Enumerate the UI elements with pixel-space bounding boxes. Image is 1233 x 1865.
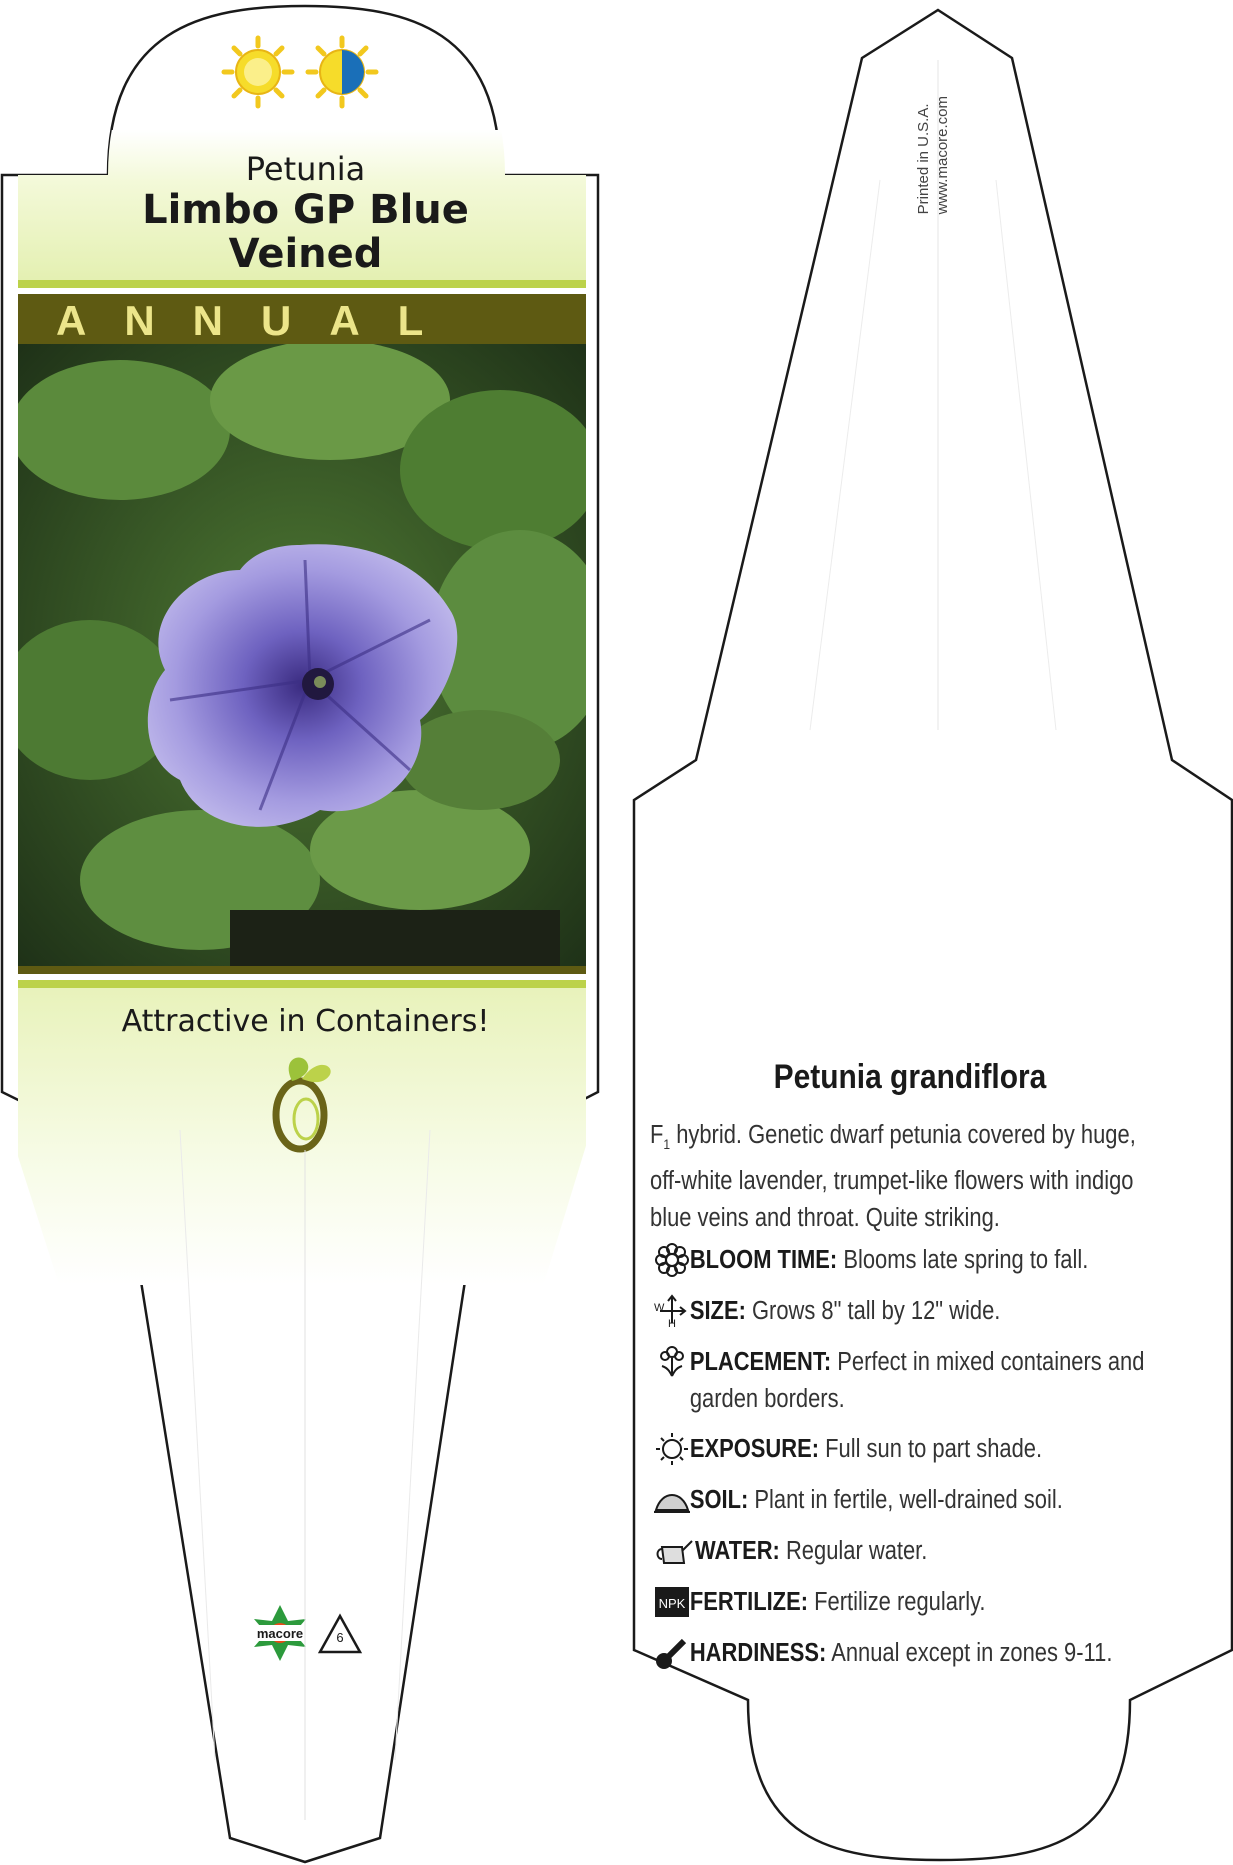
size-row: [652, 1293, 1214, 1330]
website: www.macore.com: [934, 96, 951, 215]
variety-title-line-2: Veined: [228, 231, 383, 277]
hardiness-label: HARDINESS:: [689, 1639, 827, 1667]
soil-value: Plant in fertile, well-drained soil.: [748, 1486, 1063, 1514]
bloom-time-value: Blooms late spring to fall.: [837, 1246, 1089, 1274]
back-tag-shape: [634, 10, 1232, 1860]
npk-label: NPK: [658, 1596, 686, 1611]
water-row: [652, 1533, 1220, 1570]
description: [650, 1117, 1166, 1237]
desc-prefix: F: [650, 1121, 664, 1149]
fertilize-value: Fertilize regularly.: [808, 1588, 986, 1616]
common-name: Petunia: [245, 150, 366, 188]
tagline: Attractive in Containers!: [121, 1004, 490, 1039]
full-sun-icon: [224, 38, 292, 106]
placement-row: [652, 1344, 1171, 1418]
fertilize-label: FERTILIZE:: [689, 1588, 809, 1616]
exposure-value: Full sun to part shade.: [819, 1435, 1043, 1463]
scientific-name: Petunia grandiflora: [773, 1058, 1047, 1096]
hardiness-row: [652, 1635, 1214, 1672]
water-value: Regular water.: [779, 1537, 928, 1565]
soil-row: [652, 1482, 1214, 1519]
desc-subscript: 1: [663, 1136, 671, 1153]
placement-value: Perfect in mixed containers and garden borders.: [689, 1348, 1145, 1413]
exposure-label: EXPOSURE:: [689, 1435, 820, 1463]
fertilize-row: [652, 1584, 1214, 1621]
desc-body: hybrid. Genetic dwarf petunia covered by huge, off-white lavender, trumpet-like flowers with indigo blue veins and throat. Quite striking.: [650, 1121, 1136, 1233]
printed-credit: [914, 96, 952, 214]
placement-label: PLACEMENT:: [689, 1348, 832, 1376]
size-label: SIZE:: [689, 1297, 746, 1325]
recycle-number: 6: [336, 1630, 344, 1645]
variety-title: [18, 188, 593, 276]
variety-title-line-1: Limbo GP Blue: [142, 187, 469, 233]
category-banner: ANNUAL: [56, 297, 462, 344]
water-label: WATER:: [695, 1537, 780, 1565]
part-shade-icon: [308, 38, 376, 106]
hardiness-value: Annual except in zones 9-11.: [826, 1639, 1113, 1667]
macore-logo-text: macore: [256, 1626, 304, 1641]
printed-in: Printed in U.S.A.: [915, 103, 932, 215]
exposure-row: [652, 1431, 1214, 1468]
size-icon-w: W: [654, 1302, 665, 1314]
bloom-time-row: [652, 1242, 1214, 1279]
petunia-photo: [0, 340, 610, 970]
bloom-time-label: BLOOM TIME:: [689, 1246, 838, 1274]
size-value: Grows 8" tall by 12" wide.: [745, 1297, 1001, 1325]
soil-label: SOIL:: [689, 1486, 749, 1514]
size-icon-h: H: [668, 1318, 676, 1330]
